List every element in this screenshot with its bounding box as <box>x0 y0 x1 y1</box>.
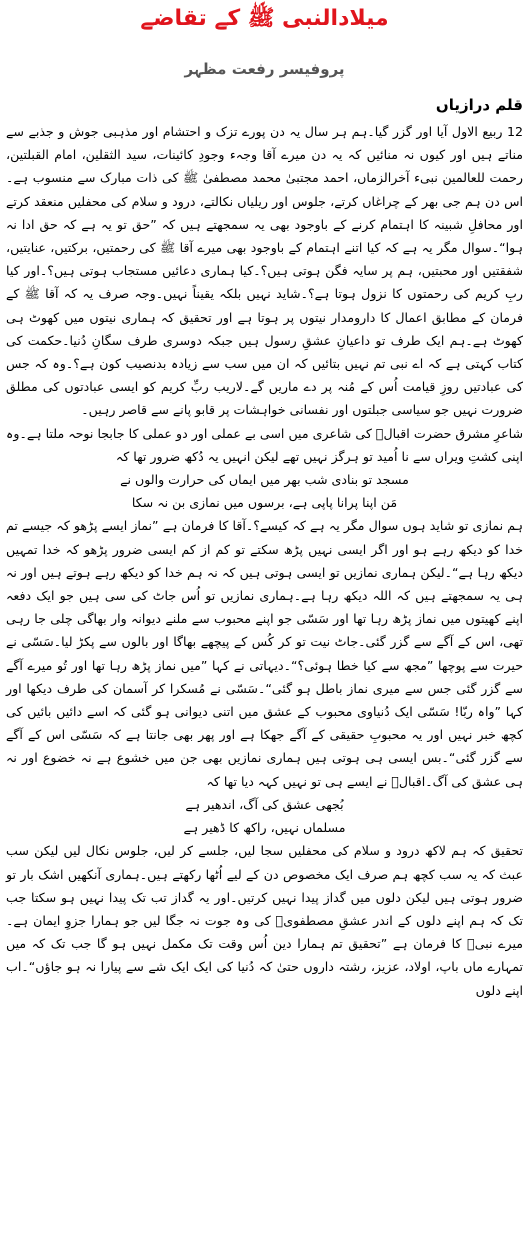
article-paragraph: ہم نمازی تو شاید ہوں سوال مگر یہ ہے کہ کیسے؟۔آقا کا فرمان ہے ”نماز ایسے پڑھو کہ جیسے تم خدا کو دیکھ رہے ہو اور اگر ایسی نہیں پڑھ سکتے تو کم از کم ایسی ضرور پڑھو کہ خدا تمہیں دیکھ رہا ہے“۔لیکن ہماری نمازیں تو ایسی ہوتی ہیں کہ نہ ہم خدا کو دیکھ رہے ہوتے ہیں اور نہ ہی یہ سمجھتے ہیں کہ اللہ دیکھ رہا ہے۔ہماری نمازیں تو اُس جاٹ کی سی ہیں جو ایک دفعہ اپنے کھیتوں میں نماز پڑھ رہا تھا اور سَسّی جو اپنے محبوب سے ملنے دیوانہ وار بھاگی چلی جا رہی تھی، اس کے آگے سے گزر گئی۔جاٹ نیت تو کر کُس کے پیچھے بھاگا اور بالوں سے پکڑ لیا۔سَسّی نے حیرت سے پوچھا ”مجھ سے کیا خطا ہوئی؟“۔دیہاتی نے کہا ”میں نماز پڑھ رہا تھا اور تُو میرے آگے سے گزر گئی جس سے میری نماز باطل ہو گئی“۔سَسّی نے مُسکرا کر آسمان کی طرف دیکھا اور کہا ”واہ ربّا! سَسّی ایک دُنیاوی محبوب کے عشق میں اتنی دیوانی ہو گئی کہ اسے دائیں بائیں کی کچھ خبر نہیں اور یہ محبوبِ حقیقی کے آگے جھکا ہے اور پھر بھی جانتا ہے کہ سَسّی اس کے آگے سے گزر گئی“۔بس ایسی ہی ہوتی ہیں ہماری نمازیں بھی جن میں خشوع ہے نہ خضوع اور نہ ہی عشق کی آگ۔اقبالؒ نے ایسے ہی تو نہیں کہہ دیا تھا کہ <box>6 518 523 789</box>
article-paragraph: شاعرِ مشرق حضرت اقبالؒ کی شاعری میں اسی بے عملی اور دو عملی کا جابجا نوحہ ملتا ہے۔وہ اپنی کشتِ ویراں سے نا اُمید تو ہرگز نہیں تھے لیکن انہیں یہ دُکھ ضرور تھا کہ <box>6 425 523 464</box>
article-title: میلادالنبی ﷺ کے تقاضے <box>140 6 389 31</box>
column-name: قلم درازیاں <box>435 96 523 114</box>
article-paragraph: 12 ربیع الاول آیا اور گزر گیا۔ہم ہر سال یہ دن پورے تزک و احتشام اور مذہبی جوش و جذبے سے مناتے ہیں اور کیوں نہ منائیں کہ یہ دن میرے آقا وجہء وجودِ کائینات، سید الثقلین، امام القبلتین، رحمت للعالمین نبیء آخرالزماں، احمد مجتبیٰ محمد مصطفیٰ ﷺ کی ذات مبارک سے منسوب ہے۔اس دن ہم جی بھر کے چراغاں کرتے، جلوس اور ریلیاں نکالتے، درود و سلام کی محفلیں منعقد کرتے اور محافلِ شبینہ کا اہتمام کرنے کے باوجود بھی یہ سمجھتے ہیں کہ ”حق تو یہ ہے کہ حق ادا نہ ہوا“۔سوال مگر یہ ہے کہ کیا اتنے اہتمام کے باوجود بھی میرے آقا ﷺ کی رحمتیں، برکتیں، عنایتیں، شفقتیں اور محبتیں، ہم پر سایہ فگن ہوتی ہیں؟۔کیا ہماری دعائیں مستجاب ہوتی ہیں؟۔اور کیا ربِ کریم کی رحمتوں کا نزول ہوتا ہے؟۔شاید نہیں بلکہ یقیناً نہیں۔وجہ صرف یہ کہ آقا ﷺ کے فرمان کے مطابق اعمال کا دارومدار نیتوں پر ہوتا ہے اور تحقیق کہ ہماری نیتوں میں کھوٹ ہی کھوٹ ہے۔ہم ایک طرف تو داعیانِ عشقِ رسول ہیں جبکہ دوسری طرف سگانِ دُنیا۔حکمت کی کتاب کہتی ہے کہ اے نبی تم نہیں بتائیں کہ ان میں سب سے زیادہ بدنصیب کون ہے؟۔وہ کہ جس کی عبادتیں روزِ قیامت اُس کے مُنہ پر دے ماریں گے۔لاریب ربِّ کریم کو ایسی عبادتوں کی مطلق ضرورت نہیں جو سیاسی جبلتوں اور نفسانی خواہشات پر قابو پانے سے قاصر رہیں۔ <box>6 124 523 418</box>
verse-line: مسلماں نہیں، راکھ کا ڈھیر ہے <box>183 820 346 836</box>
author-name: پروفیسر رفعت مظہر <box>184 60 345 78</box>
article-paragraph: تحقیق کہ ہم لاکھ درود و سلام کی محفلیں سجا لیں، جلسے کر لیں، جلوس نکال لیں لیکن سب عبث کہ یہ سب کچھ ہم صرف ایک مخصوص دن کے لیے اُٹھا رکھتے ہیں۔ہماری آنکھیں اشک بار تو ضرور ہوتی ہیں لیکن دلوں میں گداز پیدا نہیں کرتیں۔اور یہ گداز تب تک پیدا نہیں ہو سکتا جب تک کہ ہم اپنے دلوں کے اندر عشقِ مصطفویﷺ کی وہ جوت نہ جگا لیں جو ہمارا جزوِ ایمان ہے۔میرے نبیؐ کا فرمان ہے ”تحقیق تم ہمارا دین اُس وقت تک مکمل نہیں ہو گا جب تک کہ میں تمہارے ماں باپ، اولاد، عزیز، رشتہ داروں حتیٰ کہ دُنیا کی ایک ایک شے سے پیارا نہ ہو جاؤں“۔اب اپنے دلوں <box>6 843 523 998</box>
verse-line: مَن اپنا پرانا پاپی ہے، برسوں میں نمازی بن نہ سکا <box>131 495 398 511</box>
verse-line: مسجد تو بنادی شب بھر میں ایماں کی حرارت والوں نے <box>120 472 409 488</box>
article-body <box>6 120 523 1002</box>
verse-line: بُجھی عشق کی آگ، اندھیر ہے <box>185 796 344 812</box>
